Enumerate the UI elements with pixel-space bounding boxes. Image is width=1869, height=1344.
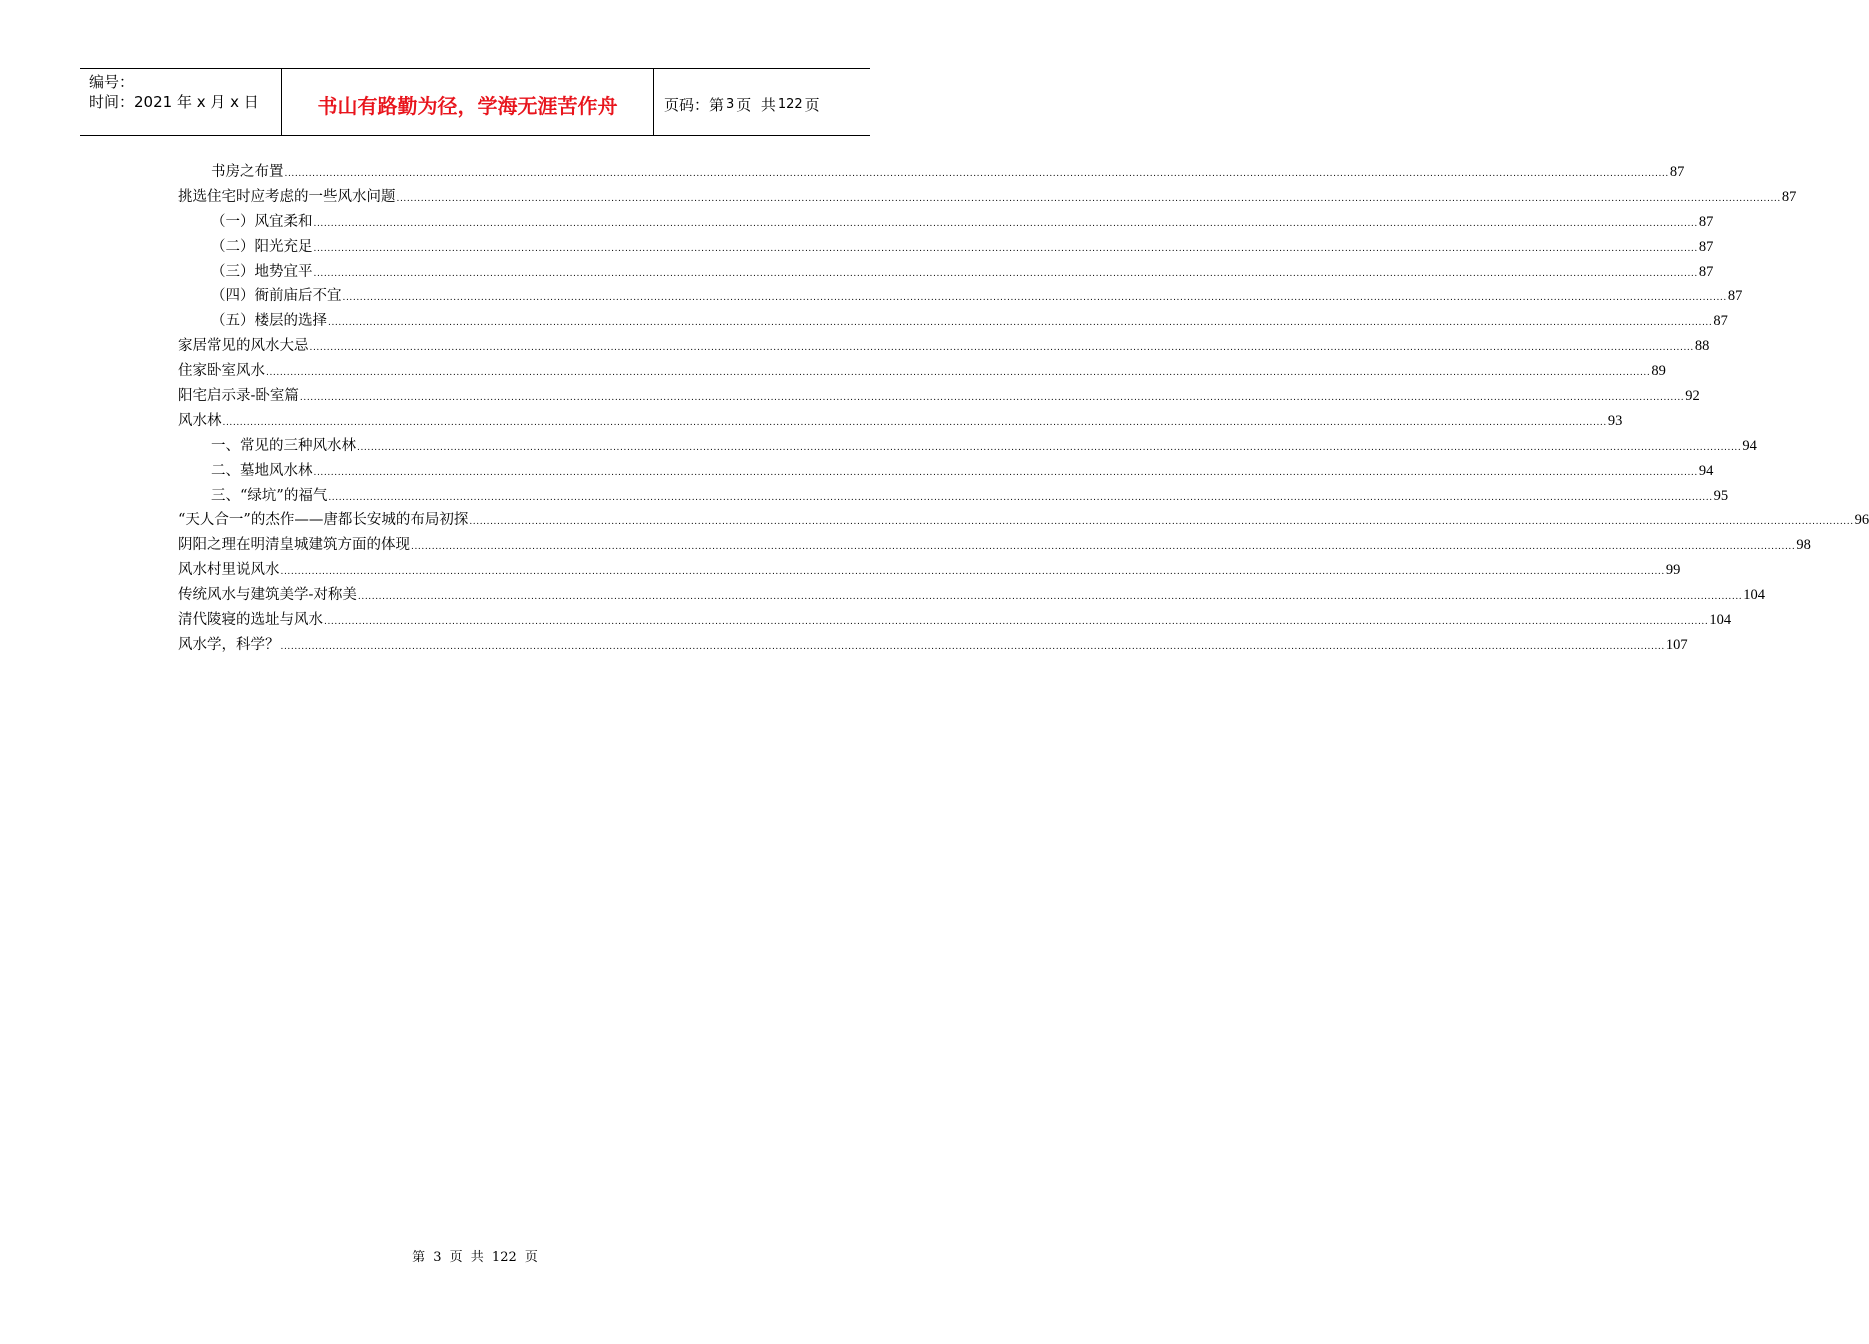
toc-entry-page: 94 bbox=[1742, 437, 1757, 454]
toc-entry-title: 风水学，科学？ bbox=[178, 636, 280, 653]
toc-entry[interactable] bbox=[178, 284, 1743, 309]
toc-entry-page: 87 bbox=[1698, 213, 1714, 230]
toc-entry-page: 93 bbox=[1607, 412, 1623, 429]
toc-leader-dots: ................................................................................................................................................................................................................................................................................................................................................................................................................ bbox=[328, 492, 1713, 503]
toc-leader-dots: ................................................................................................................................................................................................................................................................................................................................................................................................................ bbox=[222, 417, 1607, 428]
toc-entry-title: （一）风宜柔和 bbox=[211, 213, 313, 230]
toc-leader-dots: ................................................................................................................................................................................................................................................................................................................................................................................................................ bbox=[299, 393, 1685, 404]
toc-entry-title: 书房之布置 bbox=[211, 164, 284, 180]
page-current: 3 bbox=[726, 96, 735, 112]
toc-entry-page: 87 bbox=[1698, 263, 1714, 280]
toc-entry-page: 98 bbox=[1796, 537, 1811, 554]
toc-leader-dots: ................................................................................................................................................................................................................................................................................................................................................................................................................ bbox=[284, 169, 1669, 179]
motto: 书山有路勤为径，学海无涯苦作舟 bbox=[317, 93, 618, 118]
toc-entry-page: 88 bbox=[1694, 338, 1710, 355]
time-label: 时间：2021 年 x 月 x 日 bbox=[89, 93, 259, 111]
toc-entry-title: 清代陵寝的选址与风水 bbox=[178, 612, 323, 629]
page-total: 122 bbox=[777, 96, 803, 112]
toc-leader-dots: ................................................................................................................................................................................................................................................................................................................................................................................................................ bbox=[328, 318, 1713, 329]
toc-entry[interactable] bbox=[178, 210, 1714, 235]
toc-entry-page: 104 bbox=[1743, 587, 1765, 604]
toc-entry[interactable] bbox=[178, 185, 1797, 210]
toc-leader-dots: ................................................................................................................................................................................................................................................................................................................................................................................................................ bbox=[309, 343, 1694, 354]
toc-entry[interactable] bbox=[178, 309, 1728, 334]
table-of-contents bbox=[178, 160, 1869, 658]
toc-entry-page: 87 bbox=[1698, 238, 1714, 255]
toc-leader-dots: ................................................................................................................................................................................................................................................................................................................................................................................................................ bbox=[342, 293, 1727, 304]
toc-leader-dots: ................................................................................................................................................................................................................................................................................................................................................................................................................ bbox=[357, 592, 1743, 603]
page-header bbox=[80, 68, 870, 136]
toc-entry[interactable] bbox=[178, 533, 1811, 558]
toc-entry-title: 风水村里说风水 bbox=[178, 562, 280, 579]
toc-entry-title: 一、常见的三种风水林 bbox=[211, 437, 356, 454]
toc-entry[interactable] bbox=[178, 160, 1685, 185]
toc-leader-dots: ................................................................................................................................................................................................................................................................................................................................................................................................................ bbox=[313, 243, 1698, 254]
toc-entry[interactable] bbox=[178, 434, 1757, 459]
toc-leader-dots: ................................................................................................................................................................................................................................................................................................................................................................................................................ bbox=[313, 467, 1698, 478]
toc-entry[interactable] bbox=[178, 633, 1688, 658]
page-prefix: 页码：第 bbox=[664, 95, 725, 114]
motto-cell bbox=[282, 69, 654, 135]
toc-leader-dots: ................................................................................................................................................................................................................................................................................................................................................................................................................ bbox=[357, 442, 1742, 453]
toc-entry[interactable] bbox=[178, 608, 1732, 633]
toc-entry-title: 传统风水与建筑美学-对称美 bbox=[178, 587, 357, 604]
page-footer: 第 3 页 共 122 页 bbox=[412, 1250, 538, 1265]
toc-entry-page: 87 bbox=[1727, 288, 1743, 305]
toc-entry-title: （二）阳光充足 bbox=[211, 238, 313, 255]
toc-entry-title: 二、墓地风水林 bbox=[211, 462, 313, 479]
toc-entry-page: 94 bbox=[1698, 462, 1714, 479]
toc-entry-title: 阳宅启示录-卧室篇 bbox=[178, 388, 299, 405]
toc-entry[interactable] bbox=[178, 334, 1710, 359]
toc-entry-page: 95 bbox=[1713, 487, 1729, 504]
toc-entry[interactable] bbox=[178, 260, 1714, 285]
toc-entry[interactable] bbox=[178, 235, 1714, 260]
toc-entry[interactable] bbox=[178, 359, 1666, 384]
toc-entry[interactable] bbox=[178, 459, 1714, 484]
toc-entry-title: 挑选住宅时应考虑的一些风水问题 bbox=[178, 188, 396, 205]
toc-entry-title: （四）衙前庙后不宜 bbox=[211, 288, 342, 305]
toc-leader-dots: ................................................................................................................................................................................................................................................................................................................................................................................................................ bbox=[469, 517, 1854, 528]
toc-entry-title: 风水林 bbox=[178, 412, 222, 429]
serial-label: 编号： bbox=[89, 73, 135, 91]
toc-entry-page: 107 bbox=[1665, 636, 1688, 653]
toc-leader-dots: ................................................................................................................................................................................................................................................................................................................................................................................................................ bbox=[313, 218, 1698, 229]
toc-entry-page: 89 bbox=[1651, 363, 1666, 380]
toc-entry[interactable] bbox=[178, 484, 1729, 509]
toc-entry-title: 阴阳之理在明清皇城建筑方面的体现 bbox=[178, 537, 410, 554]
header-meta bbox=[80, 69, 282, 135]
toc-entry-title: （五）楼层的选择 bbox=[211, 313, 327, 330]
toc-entry-page: 104 bbox=[1709, 612, 1732, 629]
page-middle: 页 共 bbox=[736, 95, 776, 114]
toc-entry[interactable] bbox=[178, 558, 1681, 583]
toc-entry-page: 99 bbox=[1665, 562, 1681, 579]
toc-entry-title: 住家卧室风水 bbox=[178, 363, 265, 380]
toc-entry-title: （三）地势宜平 bbox=[211, 263, 313, 280]
toc-entry-page: 87 bbox=[1713, 313, 1728, 330]
toc-leader-dots: ................................................................................................................................................................................................................................................................................................................................................................................................................ bbox=[266, 368, 1651, 379]
toc-entry[interactable] bbox=[178, 384, 1700, 409]
toc-entry[interactable] bbox=[178, 583, 1765, 608]
toc-leader-dots: ................................................................................................................................................................................................................................................................................................................................................................................................................ bbox=[324, 617, 1709, 628]
toc-entry[interactable] bbox=[178, 409, 1623, 434]
toc-leader-dots: ................................................................................................................................................................................................................................................................................................................................................................................................................ bbox=[396, 193, 1781, 204]
toc-leader-dots: ................................................................................................................................................................................................................................................................................................................................................................................................................ bbox=[280, 567, 1665, 578]
toc-entry-title: 三、“绿坑”的福气 bbox=[211, 487, 328, 504]
toc-entry-page: 96 bbox=[1854, 512, 1869, 529]
toc-entry-title: 家居常见的风水大忌 bbox=[178, 338, 309, 355]
toc-entry[interactable] bbox=[178, 508, 1869, 533]
toc-entry-title: “天人合一”的杰作——唐都长安城的布局初探 bbox=[178, 512, 469, 529]
page-info bbox=[654, 69, 870, 135]
toc-leader-dots: ................................................................................................................................................................................................................................................................................................................................................................................................................ bbox=[313, 268, 1698, 279]
toc-leader-dots: ................................................................................................................................................................................................................................................................................................................................................................................................................ bbox=[280, 641, 1665, 652]
toc-entry-page: 87 bbox=[1781, 188, 1797, 205]
toc-leader-dots: ................................................................................................................................................................................................................................................................................................................................................................................................................ bbox=[411, 542, 1796, 553]
toc-entry-page: 87 bbox=[1669, 164, 1685, 180]
toc-entry-page: 92 bbox=[1685, 388, 1700, 405]
page-suffix: 页 bbox=[804, 95, 820, 114]
